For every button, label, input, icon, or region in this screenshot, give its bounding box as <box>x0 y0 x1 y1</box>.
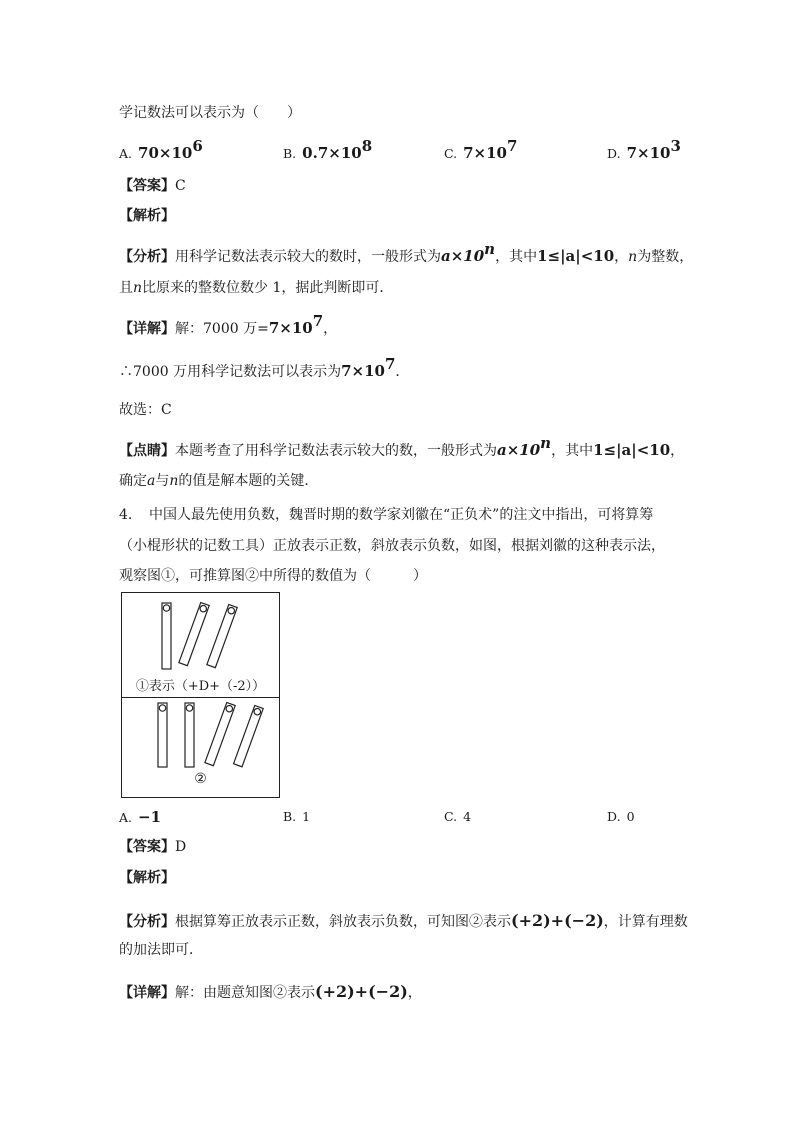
text: ∴7000 万用科学记数法可以表示为 <box>119 364 342 380</box>
text: ， <box>407 985 422 1001</box>
q3-answer <box>119 176 186 196</box>
text: ， <box>323 321 338 337</box>
q3-option-c <box>444 137 518 164</box>
text: ，其中 <box>551 443 594 459</box>
formula: 7×10 <box>268 319 313 337</box>
option-letter: B. <box>283 146 297 161</box>
q3-option-b <box>283 137 373 164</box>
formula: a×10 <box>497 441 541 459</box>
figure-divider <box>122 697 279 698</box>
q4-xiangjie-line1 <box>119 982 422 1003</box>
q3-option-d <box>607 137 681 164</box>
option-value: 0.7×10 <box>302 144 362 162</box>
q4-option-d <box>607 807 635 827</box>
text: ． <box>395 364 410 380</box>
option-letter: D. <box>607 809 621 824</box>
text: 且 <box>119 280 133 296</box>
q3-stem-tail: 学记数法可以表示为（ ） <box>119 105 301 121</box>
formula-exponent: n <box>484 240 496 258</box>
text: 根据算筹正放表示正数，斜放表示负数，可知图②表示 <box>175 914 511 930</box>
q3-analysis-heading <box>119 206 175 226</box>
q3-xiangjie-line1 <box>119 312 338 339</box>
text: 解：7000 万= <box>175 321 269 337</box>
text: ，其中 <box>495 249 538 265</box>
formula-exponent: 7 <box>312 312 324 330</box>
option-value: 7×10 <box>463 144 507 162</box>
q3-choose: 故选：C <box>119 402 172 418</box>
q3-xiangjie-line2 <box>119 355 410 382</box>
q4-fenxi-line1 <box>119 911 688 932</box>
text: ， <box>614 249 629 265</box>
q4-option-a <box>119 807 161 828</box>
q3-dianjing-line2 <box>119 471 318 491</box>
slanted-rod <box>207 604 237 667</box>
slanted-rod <box>179 602 209 665</box>
analysis-tag: 【解析】 <box>119 208 175 224</box>
fenxi-tag: 【分析】 <box>119 249 175 265</box>
q4-stem-line1 <box>119 505 653 525</box>
formula-exponent: 7 <box>384 355 396 373</box>
option-exponent: 6 <box>192 137 203 155</box>
upright-rod <box>185 703 194 767</box>
upright-rod <box>158 703 167 767</box>
text: 解：由题意知图②表示 <box>175 985 315 1001</box>
counting-rods-figure <box>121 592 280 798</box>
option-value: −1 <box>138 808 162 826</box>
option-letter: A. <box>119 810 133 825</box>
formula: 1≤|a|<10 <box>593 441 671 459</box>
figure2-caption: ② <box>194 771 207 787</box>
answer-value: C <box>175 178 186 194</box>
option-letter: C. <box>444 809 458 824</box>
question-number: 4. <box>119 507 133 523</box>
q3-fenxi-line1 <box>119 240 694 267</box>
text: 为整数， <box>637 249 694 265</box>
option-exponent: 3 <box>670 137 681 155</box>
option-value: 7×10 <box>626 144 671 162</box>
option-value: 70×10 <box>138 144 193 162</box>
formula: (+2)+(−2) <box>511 911 604 930</box>
formula: 1≤|a|<10 <box>537 247 615 265</box>
q4-option-c <box>444 807 471 827</box>
upright-rod <box>162 603 171 669</box>
xiangjie-tag: 【详解】 <box>119 321 175 337</box>
option-value: 1 <box>302 809 311 824</box>
q4-answer <box>119 837 186 857</box>
option-value: 4 <box>463 809 472 824</box>
q3-fenxi-line2 <box>119 278 393 298</box>
formula-exponent: n <box>540 434 552 452</box>
text: ， <box>670 443 685 459</box>
q4-fenxi-line2: 的加法即可． <box>119 942 203 958</box>
analysis-tag: 【解析】 <box>119 870 175 886</box>
text: 本题考查了用科学记数法表示较大的数，一般形式为 <box>175 443 497 459</box>
text: 用科学记数法表示较大的数时，一般形式为 <box>175 249 441 265</box>
q4-stem-line3: 观察图①，可推算图②中所得的数值为（ ） <box>119 568 427 584</box>
q4-option-b <box>283 807 310 827</box>
option-letter: A. <box>119 146 133 161</box>
option-letter: D. <box>607 146 621 161</box>
option-value: 0 <box>626 809 635 824</box>
variable: a <box>147 473 156 489</box>
option-letter: B. <box>283 809 297 824</box>
formula: (+2)+(−2) <box>315 982 408 1001</box>
text: 比原来的整数位数少 1，据此判断即可． <box>142 280 394 296</box>
counting-rods-drawing <box>122 593 279 797</box>
formula: 7×10 <box>341 362 385 380</box>
text: 中国人最先使用负数，魏晋时期的数学家刘徽在“正负术”的注文中指出，可将算筹 <box>149 507 654 523</box>
variable: n <box>133 280 143 296</box>
xiangjie-tag: 【详解】 <box>119 985 175 1001</box>
option-letter: C. <box>444 146 458 161</box>
q3-option-a <box>119 137 203 164</box>
q3-dianjing-line1 <box>119 434 685 461</box>
slanted-rod <box>205 702 235 765</box>
figure1-caption: ①表示（+D+（-2）） <box>135 679 266 694</box>
text: 确定 <box>119 473 147 489</box>
answer-tag: 【答案】 <box>119 839 175 855</box>
text: ，计算有理数 <box>603 914 688 930</box>
formula: a×10 <box>441 247 485 265</box>
answer-tag: 【答案】 <box>119 178 175 194</box>
q4-analysis-heading <box>119 868 175 888</box>
text: 的值是解本题的关键． <box>178 473 319 489</box>
text: 与 <box>155 473 170 489</box>
answer-value: D <box>175 839 187 855</box>
q4-stem-line2: （小棍形状的记数工具）正放表示正数，斜放表示负数，如图，根据刘徽的这种表示法， <box>119 538 665 554</box>
option-exponent: 7 <box>506 137 518 155</box>
option-exponent: 8 <box>361 137 373 155</box>
variable: n <box>169 473 179 489</box>
fenxi-tag: 【分析】 <box>119 914 175 930</box>
variable: n <box>628 249 638 265</box>
dianjing-tag: 【点睛】 <box>119 443 175 459</box>
slanted-rod <box>234 705 264 766</box>
